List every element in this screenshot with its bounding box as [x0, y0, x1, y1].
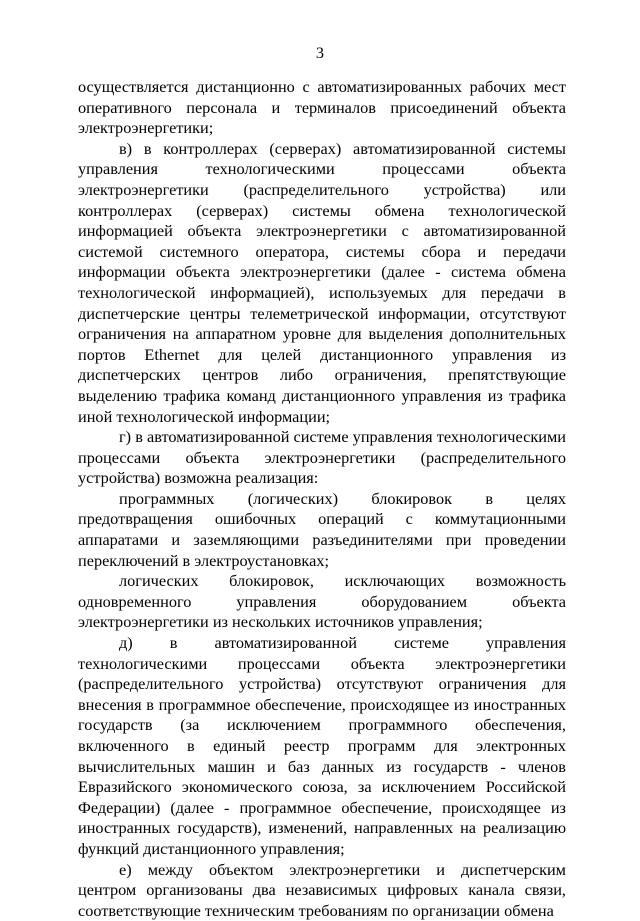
paragraph-program-locks: программных (логических) блокировок в целях предотвращения ошибочных операций с коммутационными аппаратами и заземляющими разъединителями при проведении переключений в электроустановках;: [78, 488, 566, 570]
paragraph-item-e: е) между объектом электроэнергетики и диспетчерским центром организованы два независимых цифровых канала связи, соответствующие техническим требованиям по организации обмена: [78, 859, 566, 920]
paragraph-item-g: г) в автоматизированной системе управления технологическими процессами объекта электроэнергетики (распределительного устройства) возможна реализация:: [78, 427, 566, 488]
body-text: [78, 77, 566, 921]
page-number: 3: [315, 43, 325, 62]
paragraph-item-d: д) в автоматизированной системе управления технологическими процессами объекта электроэнергетики (распределительного устройства) отсутствуют ограничения для внесения в программное обеспечение, происходящее из иностранных государств (за исключением программного обеспечения, включенного в единый реестр программ для электронных вычислительных машин и баз данных из государств - членов Евразийского экономического союза, за исключением Российской Федерации) (далее - программное обеспечение, происходящее из иностранных государств), изменений, направленных на реализацию функций дистанционного управления;: [78, 633, 566, 858]
paragraph-continuation: осуществляется дистанционно с автоматизированных рабочих мест оперативного персонала и терминалов присоединений объекта электроэнергетики;: [78, 77, 566, 138]
paragraph-item-v: в) в контроллерах (серверах) автоматизированной системы управления технологическими процессами объекта электроэнергетики (распределительного устройства) или контроллерах (серверах) системы обмена технологической информацией объекта электроэнергетики с автоматизированной системой системного оператора, системы сбора и передачи информации объекта электроэнергетики (далее - система обмена технологической информацией), используемых для передачи в диспетчерские центры телеметрической информации, отсутствуют ограничения на аппаратном уровне для выделения дополнительных портов Ethernet для целей дистанционного управления из диспетчерских центров либо ограничения, препятствующие выделению трафика команд дистанционного управления из трафика иной технологической информации;: [78, 138, 566, 426]
paragraph-logic-locks: логических блокировок, исключающих возможность одновременного управления оборудованием объекта электроэнергетики из нескольких источников управления;: [78, 571, 566, 632]
